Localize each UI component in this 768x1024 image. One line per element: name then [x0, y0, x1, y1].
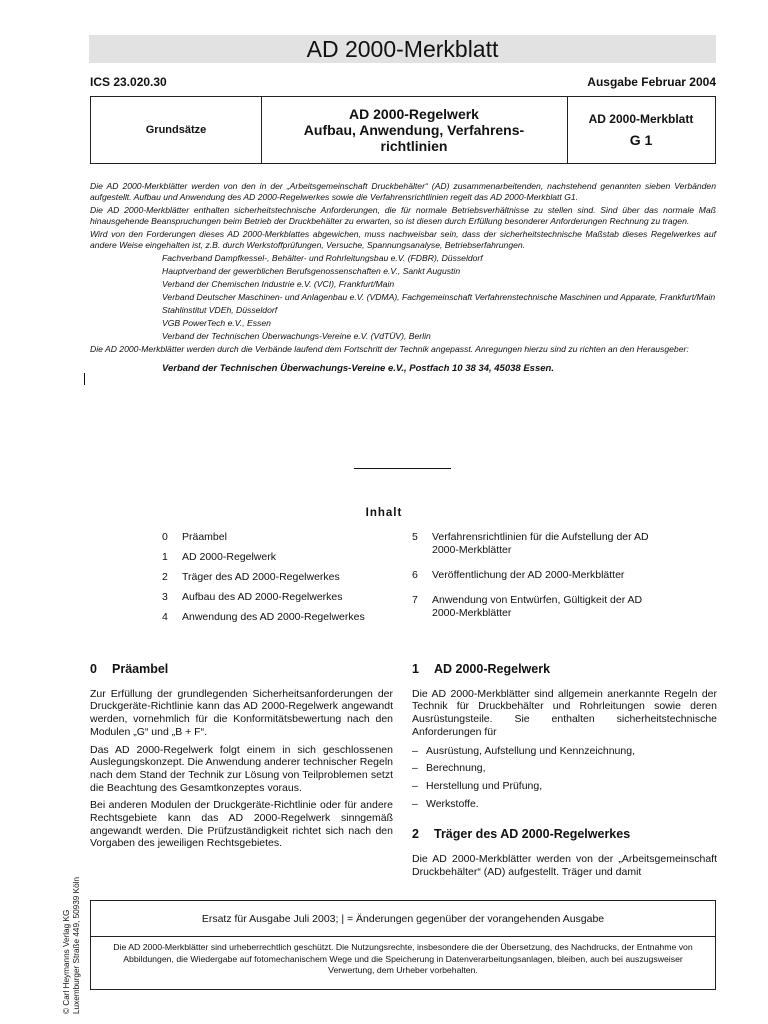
association-item: Stahlinstitut VDEh, Düsseldorf	[162, 305, 278, 315]
title-line-3: richtlinien	[380, 138, 448, 154]
toc-number: 6	[412, 569, 418, 581]
intro-block	[90, 181, 716, 374]
publisher-address: Verband der Technischen Überwachungs-Vereine e.V., Postfach 10 38 34, 45038 Essen.	[162, 363, 554, 374]
toc-number: 3	[162, 591, 168, 603]
section-number: 0	[90, 662, 97, 676]
list-item: – Ausrüstung, Aufstellung und Kennzeichnung,	[412, 744, 635, 757]
intro-paragraph: Die AD 2000-Merkblätter werden durch die Verbände laufend dem Fortschritt der Technik angepasst. Anregungen hierzu sind zu richten an den Herausgeber:	[90, 344, 689, 354]
toc-number: 0	[162, 531, 168, 543]
right-text-column	[412, 663, 717, 883]
association-list	[162, 253, 716, 342]
toc-text: Aufbau des AD 2000-Regelwerkes	[182, 591, 343, 603]
side-line: © Carl Heymanns Verlag KG	[62, 909, 71, 1014]
toc-text: Präambel	[182, 531, 227, 543]
sheet-label: AD 2000-Merkblatt	[588, 112, 694, 126]
intro-paragraph: Die AD 2000-Merkblätter enthalten sicherheitstechnische Anforderungen, die für normale Betriebsverhältnisse zu stellen sind. Sind über das normale Maß hinausgehende Beanspruchungen beim Betrieb der Druckbehälter zu erwarten, so ist diesen durch Erfüllung besonderer Anforderungen Rechnung zu tragen.	[90, 205, 716, 226]
ics-code: ICS 23.020.30	[90, 75, 167, 89]
list-item-text: Ausrüstung, Aufstellung und Kennzeichnung,	[426, 744, 635, 757]
copyright-note: Die AD 2000-Merkblätter sind urheberrechtlich geschützt. Die Nutzungsrechte, insbesondere die der Übersetzung, des Nachdrucks, der Entnahme von Abbildungen, die Wiedergabe auf fotomechanischem Wege und die Speicherung in Datenverarbeitungsanlagen, bleiben, auch bei auszugsweiser Verwertung, dem Urheber vorbehalten.	[113, 942, 693, 975]
list-item: – Werkstoffe.	[412, 797, 479, 810]
toc-title: Inhalt	[365, 507, 403, 519]
toc-text: Anwendung von Entwürfen, Gültigkeit der AD 2000-Merkblätter	[432, 594, 643, 619]
toc-left-column	[162, 531, 402, 631]
banner-title: AD 2000-Merkblatt	[306, 36, 499, 62]
intro-paragraph: Die AD 2000-Merkblätter werden von den in der „Arbeitsgemeinschaft Druckbehälter“ (AD) zusammenarbeitenden, nachstehend genannten sieben Verbänden aufgestellt. Aufbau und Anwendung des AD 2000-Regelwerkes sowie die Verfahrensrichtlinien regelt das AD 2000-Merkblatt G1.	[90, 181, 716, 202]
toc-item[interactable]	[162, 551, 402, 564]
replacement-note: Ersatz für Ausgabe Juli 2003; | = Änderungen gegenüber der vorangehenden Ausgabe	[91, 901, 715, 937]
toc-text: Träger des AD 2000-Regelwerkes	[182, 571, 340, 583]
side-publisher-note	[62, 877, 82, 1014]
header-banner	[89, 35, 716, 63]
section-title: AD 2000-Regelwerk	[434, 662, 551, 676]
intro-paragraph: Wird von den Forderungen dieses AD 2000-Merkblattes abgewichen, muss nachweisbar sein, dass der sicherheitstechnische Maßstab dieses Regelwerkes auf andere Weise eingehalten ist, z.B. durch Werkstoffprüfungen, Versuche, Spannungsanalyse, Betriebserfahrungen.	[90, 229, 716, 250]
category-cell	[91, 97, 262, 163]
toc-text: AD 2000-Regelwerk	[182, 551, 276, 563]
side-line: Luxemburger Straße 449, 50939 Köln	[72, 876, 81, 1014]
section-title: Träger des AD 2000-Regelwerkes	[434, 827, 631, 842]
title-line-1: AD 2000-Regelwerk	[349, 106, 479, 122]
toc-item[interactable]	[162, 611, 402, 624]
toc-item[interactable]	[412, 594, 662, 620]
association-item: Verband der Chemischen Industrie e.V. (VCI), Frankfurt/Main	[162, 279, 395, 289]
category-label: Grundsätze	[145, 124, 207, 136]
requirement-list	[412, 745, 717, 811]
association-item: Hauptverband der gewerblichen Berufsgenossenschaften e.V., Sankt Augustin	[162, 266, 461, 276]
left-text-column	[90, 663, 393, 855]
toc-item[interactable]	[162, 591, 402, 604]
list-item-text: Herstellung und Prüfung,	[426, 779, 543, 792]
footer-box	[90, 900, 716, 990]
section-heading	[412, 828, 717, 841]
toc-text: Veröffentlichung der AD 2000-Merkblätter	[432, 569, 625, 581]
toc-item[interactable]	[162, 531, 402, 544]
toc-number: 2	[162, 571, 168, 583]
toc-item[interactable]	[162, 571, 402, 584]
title-line-2: Aufbau, Anwendung, Verfahrens-	[303, 122, 525, 138]
title-cell	[261, 97, 568, 163]
change-marker-bar	[84, 373, 85, 385]
toc-right-column	[412, 531, 662, 627]
toc-item[interactable]	[412, 531, 662, 557]
toc-text: Verfahrensrichtlinien für die Aufstellung der AD 2000-Merkblätter	[432, 531, 649, 556]
sheet-number: G 1	[629, 132, 653, 148]
body-paragraph: Bei anderen Modulen der Druckgeräte-Richtlinie oder für andere Rechtsgebiete kann das AD 2000-Regelwerk sinngemäß angewandt werden. Die Prüfzuständigkeit richtet sich nach den Vorgaben des jeweiligen Rechtsgebietes.	[90, 799, 393, 850]
list-item-text: Berechnung,	[426, 762, 486, 775]
section-number: 2	[412, 827, 419, 842]
body-paragraph: Die AD 2000-Merkblätter sind allgemein anerkannte Regeln der Technik für Druckbehälter und Rohrleitungen sowie deren Ausrüstungsteile. Sie enthalten sicherheitstechnische Anforderungen für	[412, 687, 717, 738]
body-paragraph: Das AD 2000-Regelwerk folgt einem in sich geschlossenen Auslegungskonzept. Die Anwendung anderer technischer Regeln nach dem Stand der Technik zur Lösung von Teilproblemen setzt die Beachtung des Gesamtkonzeptes voraus.	[90, 743, 393, 794]
separator-line	[354, 468, 451, 469]
toc-number: 4	[162, 611, 168, 623]
section-heading	[412, 663, 717, 676]
body-paragraph: Die AD 2000-Merkblätter werden von der „Arbeitsgemeinschaft Druckbehälter“ (AD) aufgestellt. Träger und damit	[412, 853, 717, 878]
toc-number: 5	[412, 531, 418, 543]
toc-item[interactable]	[412, 569, 662, 582]
toc-number: 1	[162, 551, 168, 563]
list-item: – Herstellung und Prüfung,	[412, 779, 543, 792]
sheet-cell	[567, 97, 715, 163]
toc-number: 7	[412, 594, 418, 606]
title-box	[90, 96, 716, 164]
association-item: Verband der Technischen Überwachungs-Vereine e.V. (VdTÜV), Berlin	[162, 331, 431, 341]
section-number: 1	[412, 662, 419, 676]
list-item-text: Werkstoffe.	[426, 797, 479, 810]
section-title: Präambel	[112, 662, 169, 676]
meta-row	[90, 75, 716, 89]
toc-text: Anwendung des AD 2000-Regelwerkes	[182, 611, 365, 623]
list-item: – Berechnung,	[412, 762, 486, 775]
association-item: Verband Deutscher Maschinen- und Anlagenbau e.V. (VDMA), Fachgemeinschaft Verfahrenstechnische Maschinen und Apparate, Frankfurt/Main	[162, 292, 716, 302]
association-item: Fachverband Dampfkessel-, Behälter- und Rohrleitungsbau e.V. (FDBR), Düsseldorf	[162, 253, 483, 263]
section-heading	[90, 663, 393, 676]
body-paragraph: Zur Erfüllung der grundlegenden Sicherheitsanforderungen der Druckgeräte-Richtlinie kann das AD 2000-Regelwerk angewandt werden, vornehmlich für die Konformitätsbewertung nach den Modulen „G“ und „B + F“.	[90, 687, 393, 738]
association-item: VGB PowerTech e.V., Essen	[162, 318, 271, 328]
edition-date: Ausgabe Februar 2004	[587, 75, 716, 89]
